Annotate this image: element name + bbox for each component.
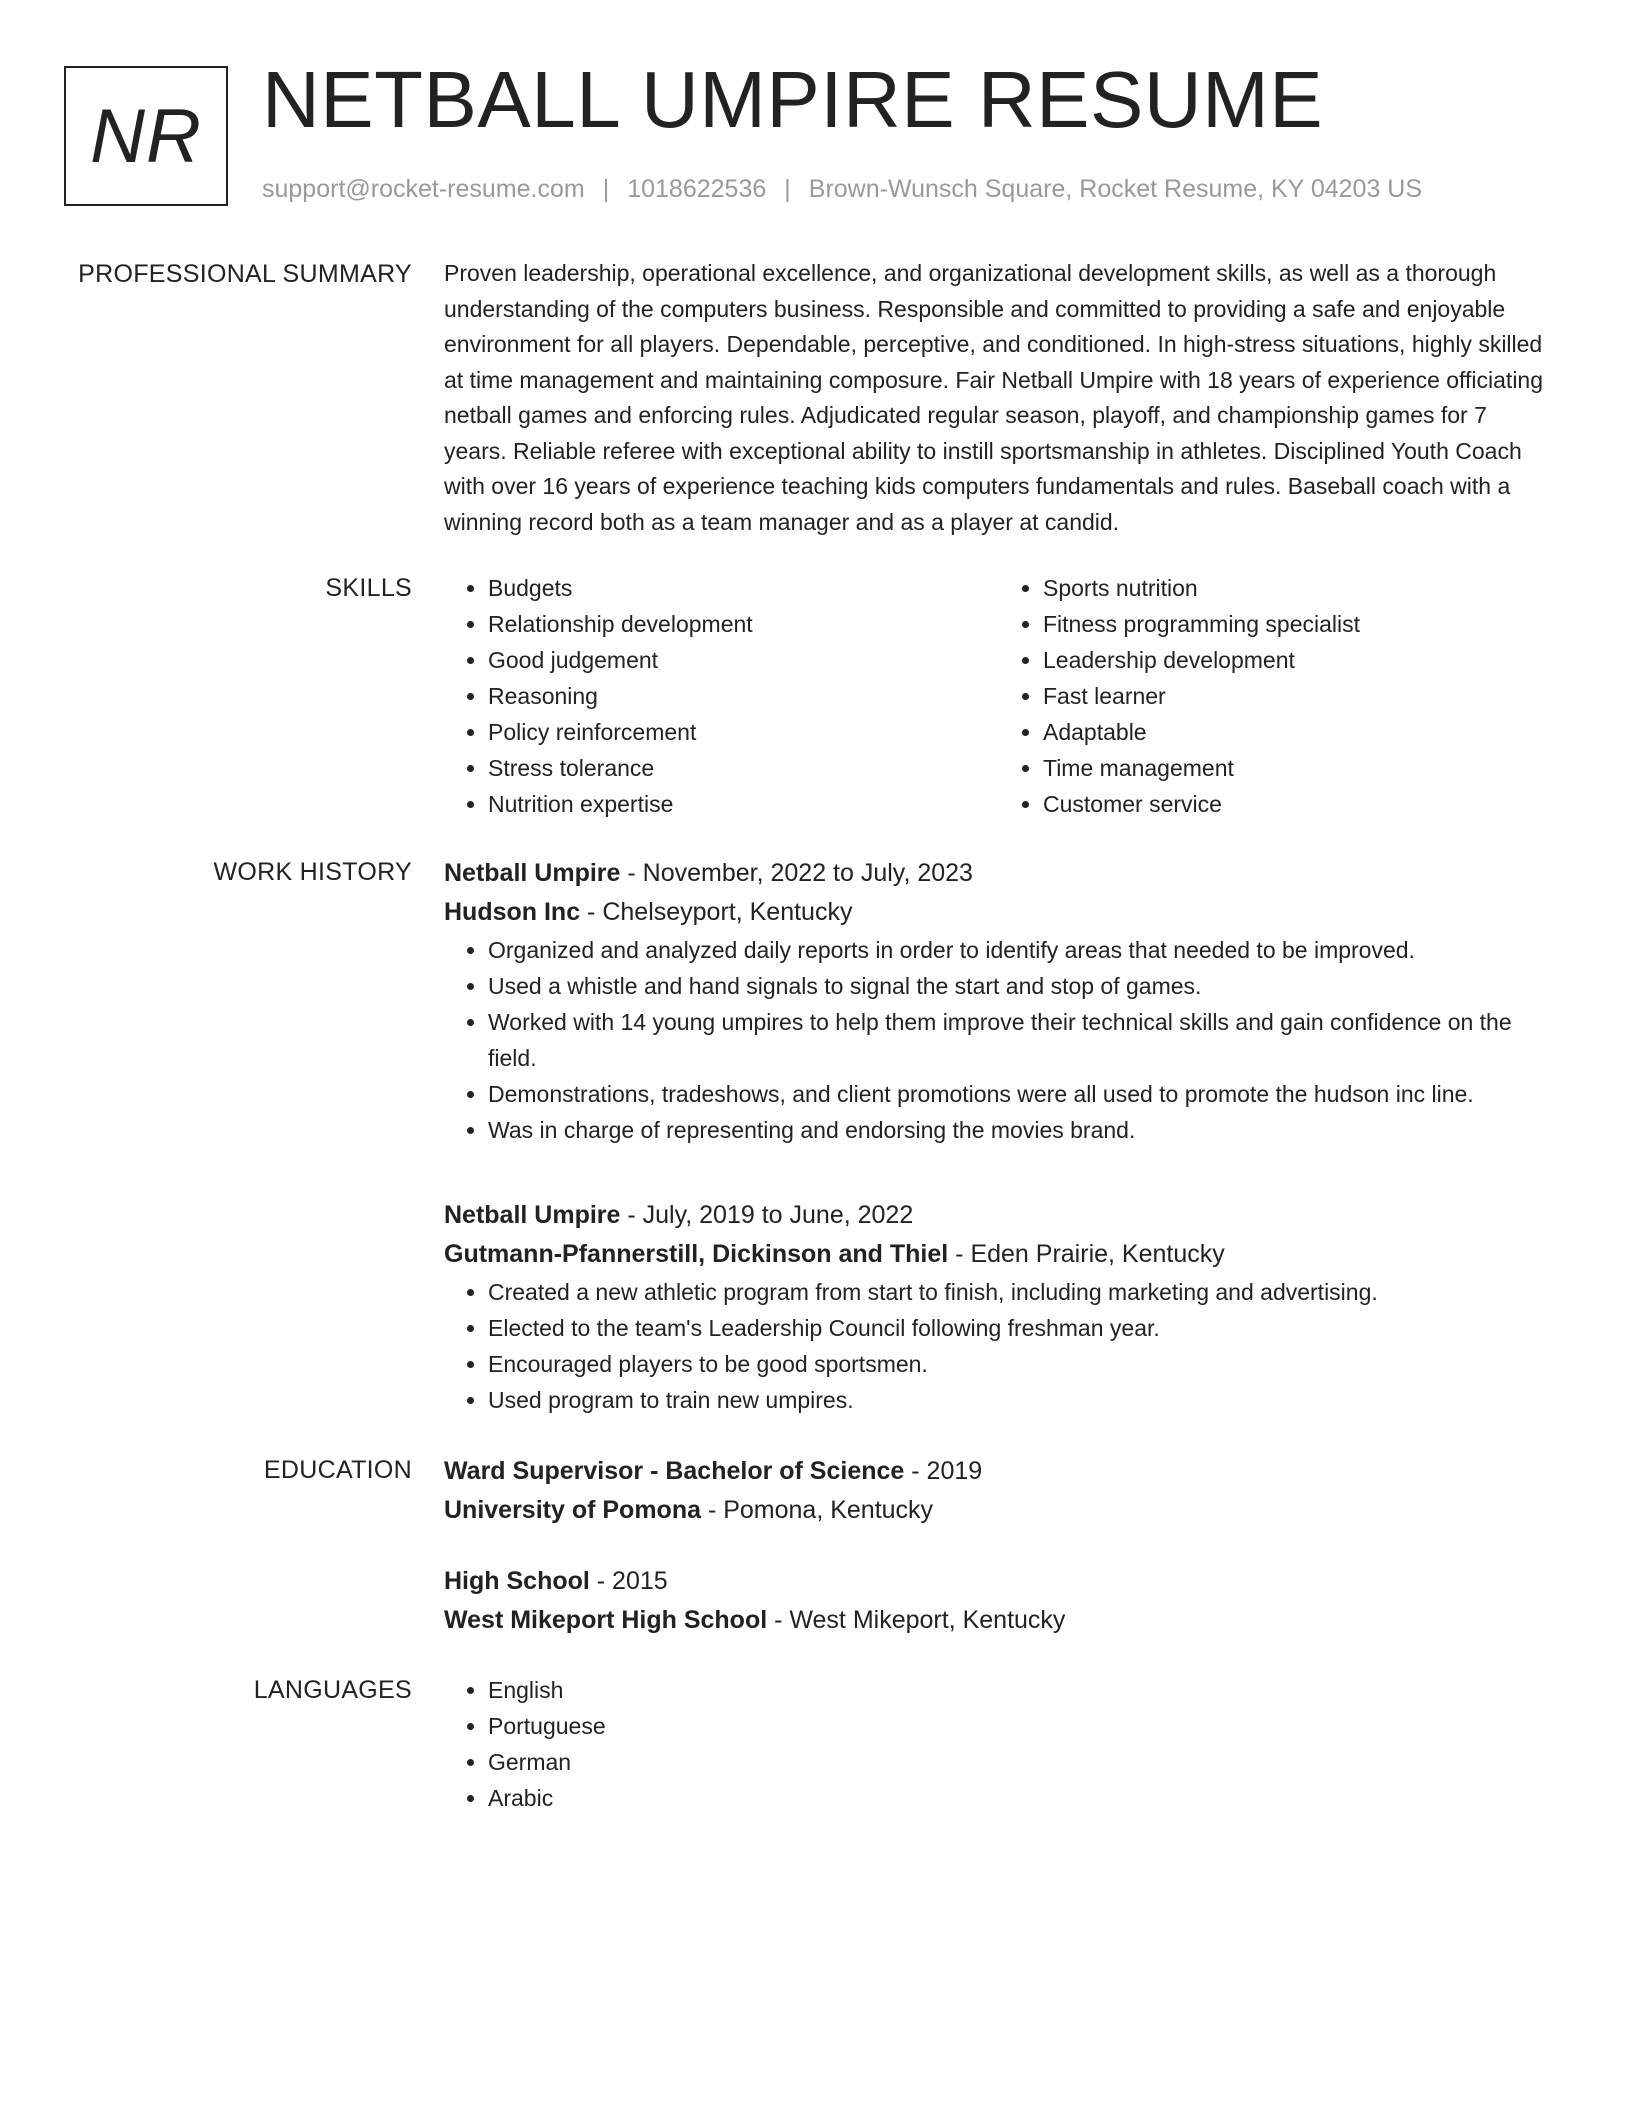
contact-separator: | [602, 175, 610, 203]
job-bullet: • Elected to the team's Leadership Council following freshman year. [488, 1310, 1554, 1346]
education-degree-line [444, 1452, 1554, 1491]
section-label-work-history: WORK HISTORY [213, 858, 412, 886]
education-entry [444, 1562, 1554, 1640]
job-company-line [444, 1235, 1554, 1274]
job-bullet: • Worked with 14 young umpires to help them improve their technical skills and gain confidence on the field. [488, 1004, 1554, 1076]
job-location: - Eden Prairie, Kentucky [948, 1240, 1225, 1268]
skill-item: • Leadership development [1043, 642, 1554, 678]
job-bullet: • Used a whistle and hand signals to signal the start and stop of games. [488, 968, 1554, 1004]
skill-item: • Sports nutrition [1043, 570, 1554, 606]
job-title-line [444, 854, 1554, 893]
education-school-line [444, 1601, 1554, 1640]
job-title-line [444, 1196, 1554, 1235]
contact-phone: 1018622536 [627, 175, 767, 203]
job-title: Netball Umpire [444, 859, 621, 887]
resume-title: NETBALL UMPIRE RESUME [262, 55, 1324, 144]
skill-item: • Fitness programming specialist [1043, 606, 1554, 642]
section-skills [0, 570, 1632, 822]
summary-text: Proven leadership, operational excellence, and organizational development skills, as well as a thorough understanding of the computers business. Responsible and committed to providing a safe and enjoyable environment for all players. Dependable, perceptive, and conditioned. In high-stress situations, highly skilled at time management and maintaining composure. Fair Netball Umpire with 18 years of experience officiating netball games and enforcing rules. Adjudicated regular season, playoff, and championship games for 7 years. Reliable referee with exceptional ability to instill sportsmanship in athletes. Disciplined Youth Coach with over 16 years of experience teaching kids computers fundamentals and rules. Baseball coach with a winning record both as a team manager and as a player at candid. [444, 260, 1544, 535]
job-bullets [444, 932, 1554, 1148]
section-label-education: EDUCATION [263, 1456, 412, 1484]
section-label-languages: LANGUAGES [253, 1676, 412, 1704]
job-location: - Chelseyport, Kentucky [580, 898, 853, 926]
education-degree-line [444, 1562, 1554, 1601]
section-education [0, 1452, 1632, 1640]
job-bullet: • Encouraged players to be good sportsmen. [488, 1346, 1554, 1382]
section-summary [0, 256, 1632, 540]
job-company: Hudson Inc [444, 898, 581, 926]
contact-email: support@rocket-resume.com [262, 175, 585, 203]
skill-item: • Good judgement [488, 642, 999, 678]
job-company-line [444, 893, 1554, 932]
languages-list [444, 1672, 1554, 1816]
skill-item: • Customer service [1043, 786, 1554, 822]
job-bullet: • Was in charge of representing and endorsing the movies brand. [488, 1112, 1554, 1148]
language-item: • Portuguese [488, 1708, 1554, 1744]
job-dates: - July, 2019 to June, 2022 [620, 1201, 914, 1229]
education-entry [444, 1452, 1554, 1530]
education-degree: High School [444, 1567, 590, 1595]
skills-grid [444, 570, 1554, 822]
contact-separator: | [784, 175, 791, 203]
job-bullet: • Organized and analyzed daily reports in order to identify areas that needed to be improved. [488, 932, 1554, 968]
job-entry [444, 1196, 1554, 1418]
job-bullet: • Demonstrations, tradeshows, and client promotions were all used to promote the hudson inc line. [488, 1076, 1554, 1112]
education-school: West Mikeport High School [444, 1606, 768, 1634]
skill-item: • Policy reinforcement [488, 714, 999, 750]
skill-item: • Time management [1043, 750, 1554, 786]
education-location: - West Mikeport, Kentucky [767, 1606, 1066, 1634]
job-title: Netball Umpire [444, 1201, 621, 1229]
skill-item: • Nutrition expertise [488, 786, 999, 822]
skill-item: • Stress tolerance [488, 750, 999, 786]
language-item: • Arabic [488, 1780, 1554, 1816]
section-languages [0, 1672, 1632, 1816]
skill-item: • Budgets [488, 570, 999, 606]
contact-address: Brown-Wunsch Square, Rocket Resume, KY 04203 US [808, 175, 1423, 203]
section-label-skills: SKILLS [325, 574, 412, 602]
monogram-logo: NR [64, 66, 228, 206]
job-dates: - November, 2022 to July, 2023 [620, 859, 973, 887]
job-company: Gutmann-Pfannerstill, Dickinson and Thiel [444, 1240, 949, 1268]
education-year: - 2015 [589, 1567, 668, 1595]
language-item: • German [488, 1744, 1554, 1780]
education-school-line [444, 1491, 1554, 1530]
education-location: - Pomona, Kentucky [701, 1496, 934, 1524]
section-label-summary: PROFESSIONAL SUMMARY [78, 260, 412, 288]
job-bullets [444, 1274, 1554, 1418]
skill-item: • Adaptable [1043, 714, 1554, 750]
job-bullet: • Created a new athletic program from start to finish, including marketing and advertising. [488, 1274, 1554, 1310]
language-item: • English [488, 1672, 1554, 1708]
contact-line [262, 174, 1422, 204]
skills-list-right [999, 570, 1554, 822]
section-work-history [0, 854, 1632, 1418]
skill-item: • Relationship development [488, 606, 999, 642]
skill-item: • Reasoning [488, 678, 999, 714]
resume-sections [0, 256, 1632, 1816]
education-year: - 2019 [904, 1457, 983, 1485]
skill-item: • Fast learner [1043, 678, 1554, 714]
job-entry [444, 854, 1554, 1148]
job-bullet: • Used program to train new umpires. [488, 1382, 1554, 1418]
education-degree: Ward Supervisor - Bachelor of Science [444, 1457, 905, 1485]
skills-list-left [444, 570, 999, 822]
education-school: University of Pomona [444, 1496, 701, 1524]
